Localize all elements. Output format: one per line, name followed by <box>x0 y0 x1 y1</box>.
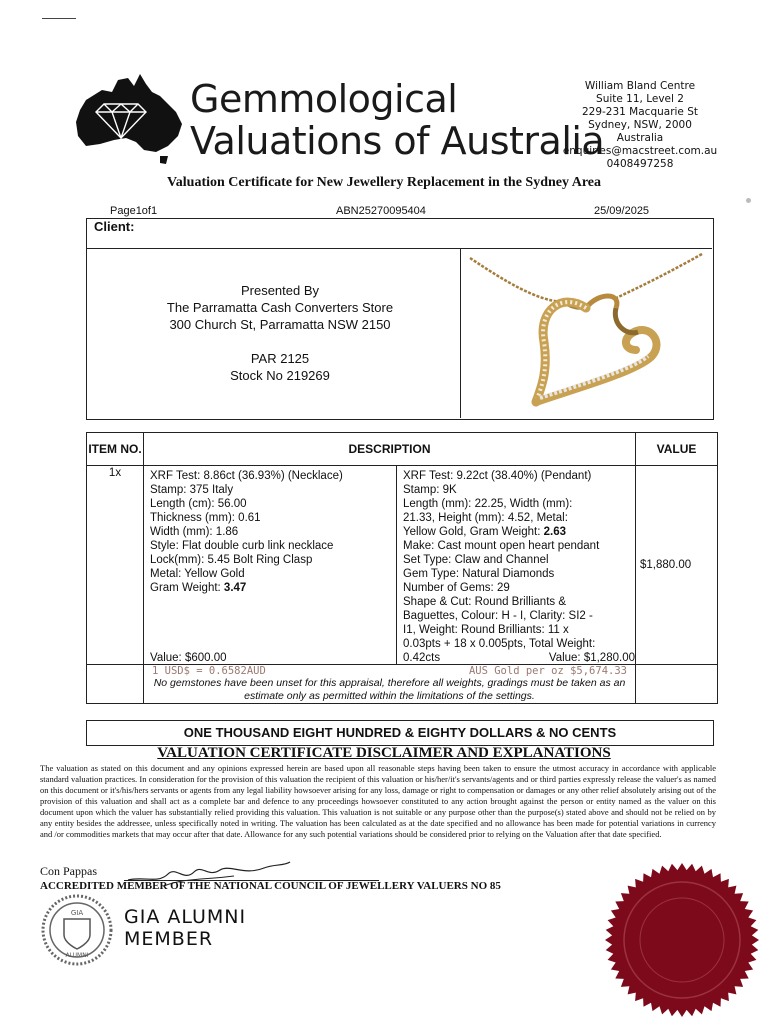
store-address: 300 Church St, Parramatta NSW 2150 <box>169 317 391 332</box>
pendant-line: XRF Test: 9.22ct (38.40%) (Pendant) <box>403 470 592 482</box>
pendant-line: Gem Type: Natural Diamonds <box>403 568 555 580</box>
description-header: DESCRIPTION <box>144 433 636 466</box>
pendant-line: Baguettes, Colour: H - I, Clarity: SI2 - <box>403 610 593 622</box>
necklace-line: Metal: Yellow Gold <box>150 568 245 580</box>
address-phone: 0408497258 <box>606 158 674 170</box>
necklace-line: Length (cm): 56.00 <box>150 498 247 510</box>
necklace-line: Stamp: 375 Italy <box>150 484 234 496</box>
stock-number: Stock No 219269 <box>230 368 330 383</box>
company-address <box>555 80 725 171</box>
signer-name: Con Pappas <box>40 864 97 878</box>
store-name: The Parramatta Cash Converters Store <box>166 300 394 315</box>
client-label: Client: <box>94 219 135 234</box>
gia-seal-text: GIA <box>70 909 84 917</box>
brand-line-2: Valuations of Australia <box>190 119 605 163</box>
gia-line-1: GIA ALUMNI <box>124 906 247 928</box>
top-rule <box>42 18 76 19</box>
disclaimer-title: VALUATION CERTIFICATE DISCLAIMER AND EXPLANATIONS <box>157 745 611 761</box>
brand-line-1: Gemmological <box>190 77 458 121</box>
necklace-value: Value: $600.00 <box>150 652 227 664</box>
pendant-line: Shape & Cut: Round Brilliants & <box>403 596 567 608</box>
exchange-rate: 1 USD$ = 0.6582AUD <box>152 665 266 677</box>
address-line: William Bland Centre <box>584 80 696 92</box>
address-line: Sydney, NSW, 2000 <box>588 119 692 131</box>
page-number: Page1of1 <box>110 205 158 217</box>
store-code: PAR 2125 <box>250 351 310 366</box>
necklace-line: Lock(mm): 5.45 Bolt Ring Clasp <box>150 554 313 566</box>
item-no-header: ITEM NO. <box>87 433 144 466</box>
address-email: enquiries@macstreet.com.au <box>562 145 718 157</box>
address-line: Australia <box>616 132 664 144</box>
gia-line-2: MEMBER <box>124 928 214 950</box>
weight-value: 2.63 <box>543 526 567 538</box>
items-table <box>86 432 718 704</box>
item-no-cell: 1x <box>87 466 144 665</box>
accreditation: ACCREDITED MEMBER OF THE NATIONAL COUNCIL OF JEWELLERY VALUERS NO 85 <box>40 880 501 892</box>
total-value-cell: $1,880.00 <box>636 466 718 665</box>
pendant-line: Stamp: 9K <box>403 484 457 496</box>
pendant-description <box>403 469 643 665</box>
empty-cell <box>636 665 718 704</box>
address-line: Suite 11, Level 2 <box>596 93 684 105</box>
pendant-line: 0.03pts + 18 x 0.005pts, Total Weight: <box>403 638 596 650</box>
heart-pendant-image <box>466 252 706 414</box>
gia-seal-subtext: ALUMNI <box>65 952 89 959</box>
gemstone-note: No gemstones have been unset for this appraisal, therefore all weights, gradings must be taken as an estimate only as permitted within the limitations of the settings. <box>153 677 626 702</box>
australia-diamond-logo-icon <box>72 66 188 166</box>
pendant-line: Set Type: Claw and Channel <box>403 554 549 566</box>
client-details <box>130 282 430 384</box>
description-cell <box>144 466 636 665</box>
table-header-row <box>87 433 718 466</box>
spacer <box>130 333 430 350</box>
gold-price: AUS Gold per oz $5,674.33 <box>468 665 627 677</box>
necklace-description <box>150 469 390 664</box>
value-header: VALUE <box>636 433 718 466</box>
weight-label: Yellow Gold, Gram Weight: <box>403 526 544 538</box>
necklace-line: Width (mm): 1.86 <box>150 526 239 538</box>
rate-line <box>152 665 627 677</box>
rate-cell <box>144 665 636 704</box>
client-divider <box>460 248 461 418</box>
gia-membership <box>124 906 246 950</box>
pendant-line: 21.33, Height (mm): 4.52, Metal: <box>403 512 568 524</box>
amount-in-words: ONE THOUSAND EIGHT HUNDRED & EIGHTY DOLLARS & NO CENTS <box>86 720 714 746</box>
presented-by: Presented By <box>240 283 320 298</box>
necklace-line: Style: Flat double curb link necklace <box>150 540 334 552</box>
weight-value: 3.47 <box>223 582 247 594</box>
pendant-line: I1, Weight: Round Brilliants: 11 x <box>403 624 569 636</box>
client-header-row <box>86 218 712 249</box>
description-divider <box>396 466 397 664</box>
necklace-line: Thickness (mm): 0.61 <box>150 512 261 524</box>
pendant-weight <box>403 525 643 539</box>
certificate-title: Valuation Certificate for New Jewellery Replacement in the Sydney Area <box>166 175 602 190</box>
pendant-line: Length (mm): 22.25, Width (mm): <box>403 498 573 510</box>
pendant-line: Number of Gems: 29 <box>403 582 510 594</box>
address-line: 229-231 Macquarie St <box>581 106 699 118</box>
disclaimer-body: The valuation as stated on this document and any opinions expressed herein are based upon all reasonable steps having been taken to ensure the utmost accuracy in accordance with applicable standard valuation practices. In consideration for the provision of this valuation the recipient of this valuation or his/her/it's servants/agents and or third parties expressly release the valuer's as named on this document or it's/his/hers servants or agents from any legal liability howsoever arising for any loss, damage or right to compensation or damages or any other relief absolutely arising out of the provision of this valuation and shall act as a complete bar and defence to any proceedings howsoever constituted to any action brought against the person or entity named as the valuer on this document upon which the valuer has substantially relied providing this valuation. This valuation is not suitable or any purpose other than the purpose(s) stated above and should not be relied on by any entity besides the addressee, unless specifically noted in writing. The valuation has been calculated as at the date specified and no allowance has been made for potential variations in currency and /or commodities markets that may occur after that date. Allowance for any such potential variations should be considered prior to relying on the Valuation after that date specified. <box>40 763 716 839</box>
pendant-line: Make: Cast mount open heart pendant <box>403 540 600 552</box>
empty-cell <box>87 665 144 704</box>
pendant-last-row <box>403 651 635 665</box>
necklace-line: XRF Test: 8.86ct (36.93%) (Necklace) <box>150 470 343 482</box>
pendant-total-weight: 0.42cts <box>403 652 441 664</box>
necklace-weight <box>150 581 390 595</box>
certificate-date: 25/09/2025 <box>594 205 650 217</box>
rate-row <box>87 665 718 704</box>
gia-alumni-seal-icon <box>40 893 114 967</box>
table-row <box>87 466 718 665</box>
red-wax-seal-icon <box>604 862 760 1018</box>
weight-label: Gram Weight: <box>150 582 224 594</box>
pendant-value: Value: $1,280.00 <box>548 652 635 664</box>
scan-dot <box>746 198 751 203</box>
abn-number: ABN25270095404 <box>336 205 426 217</box>
